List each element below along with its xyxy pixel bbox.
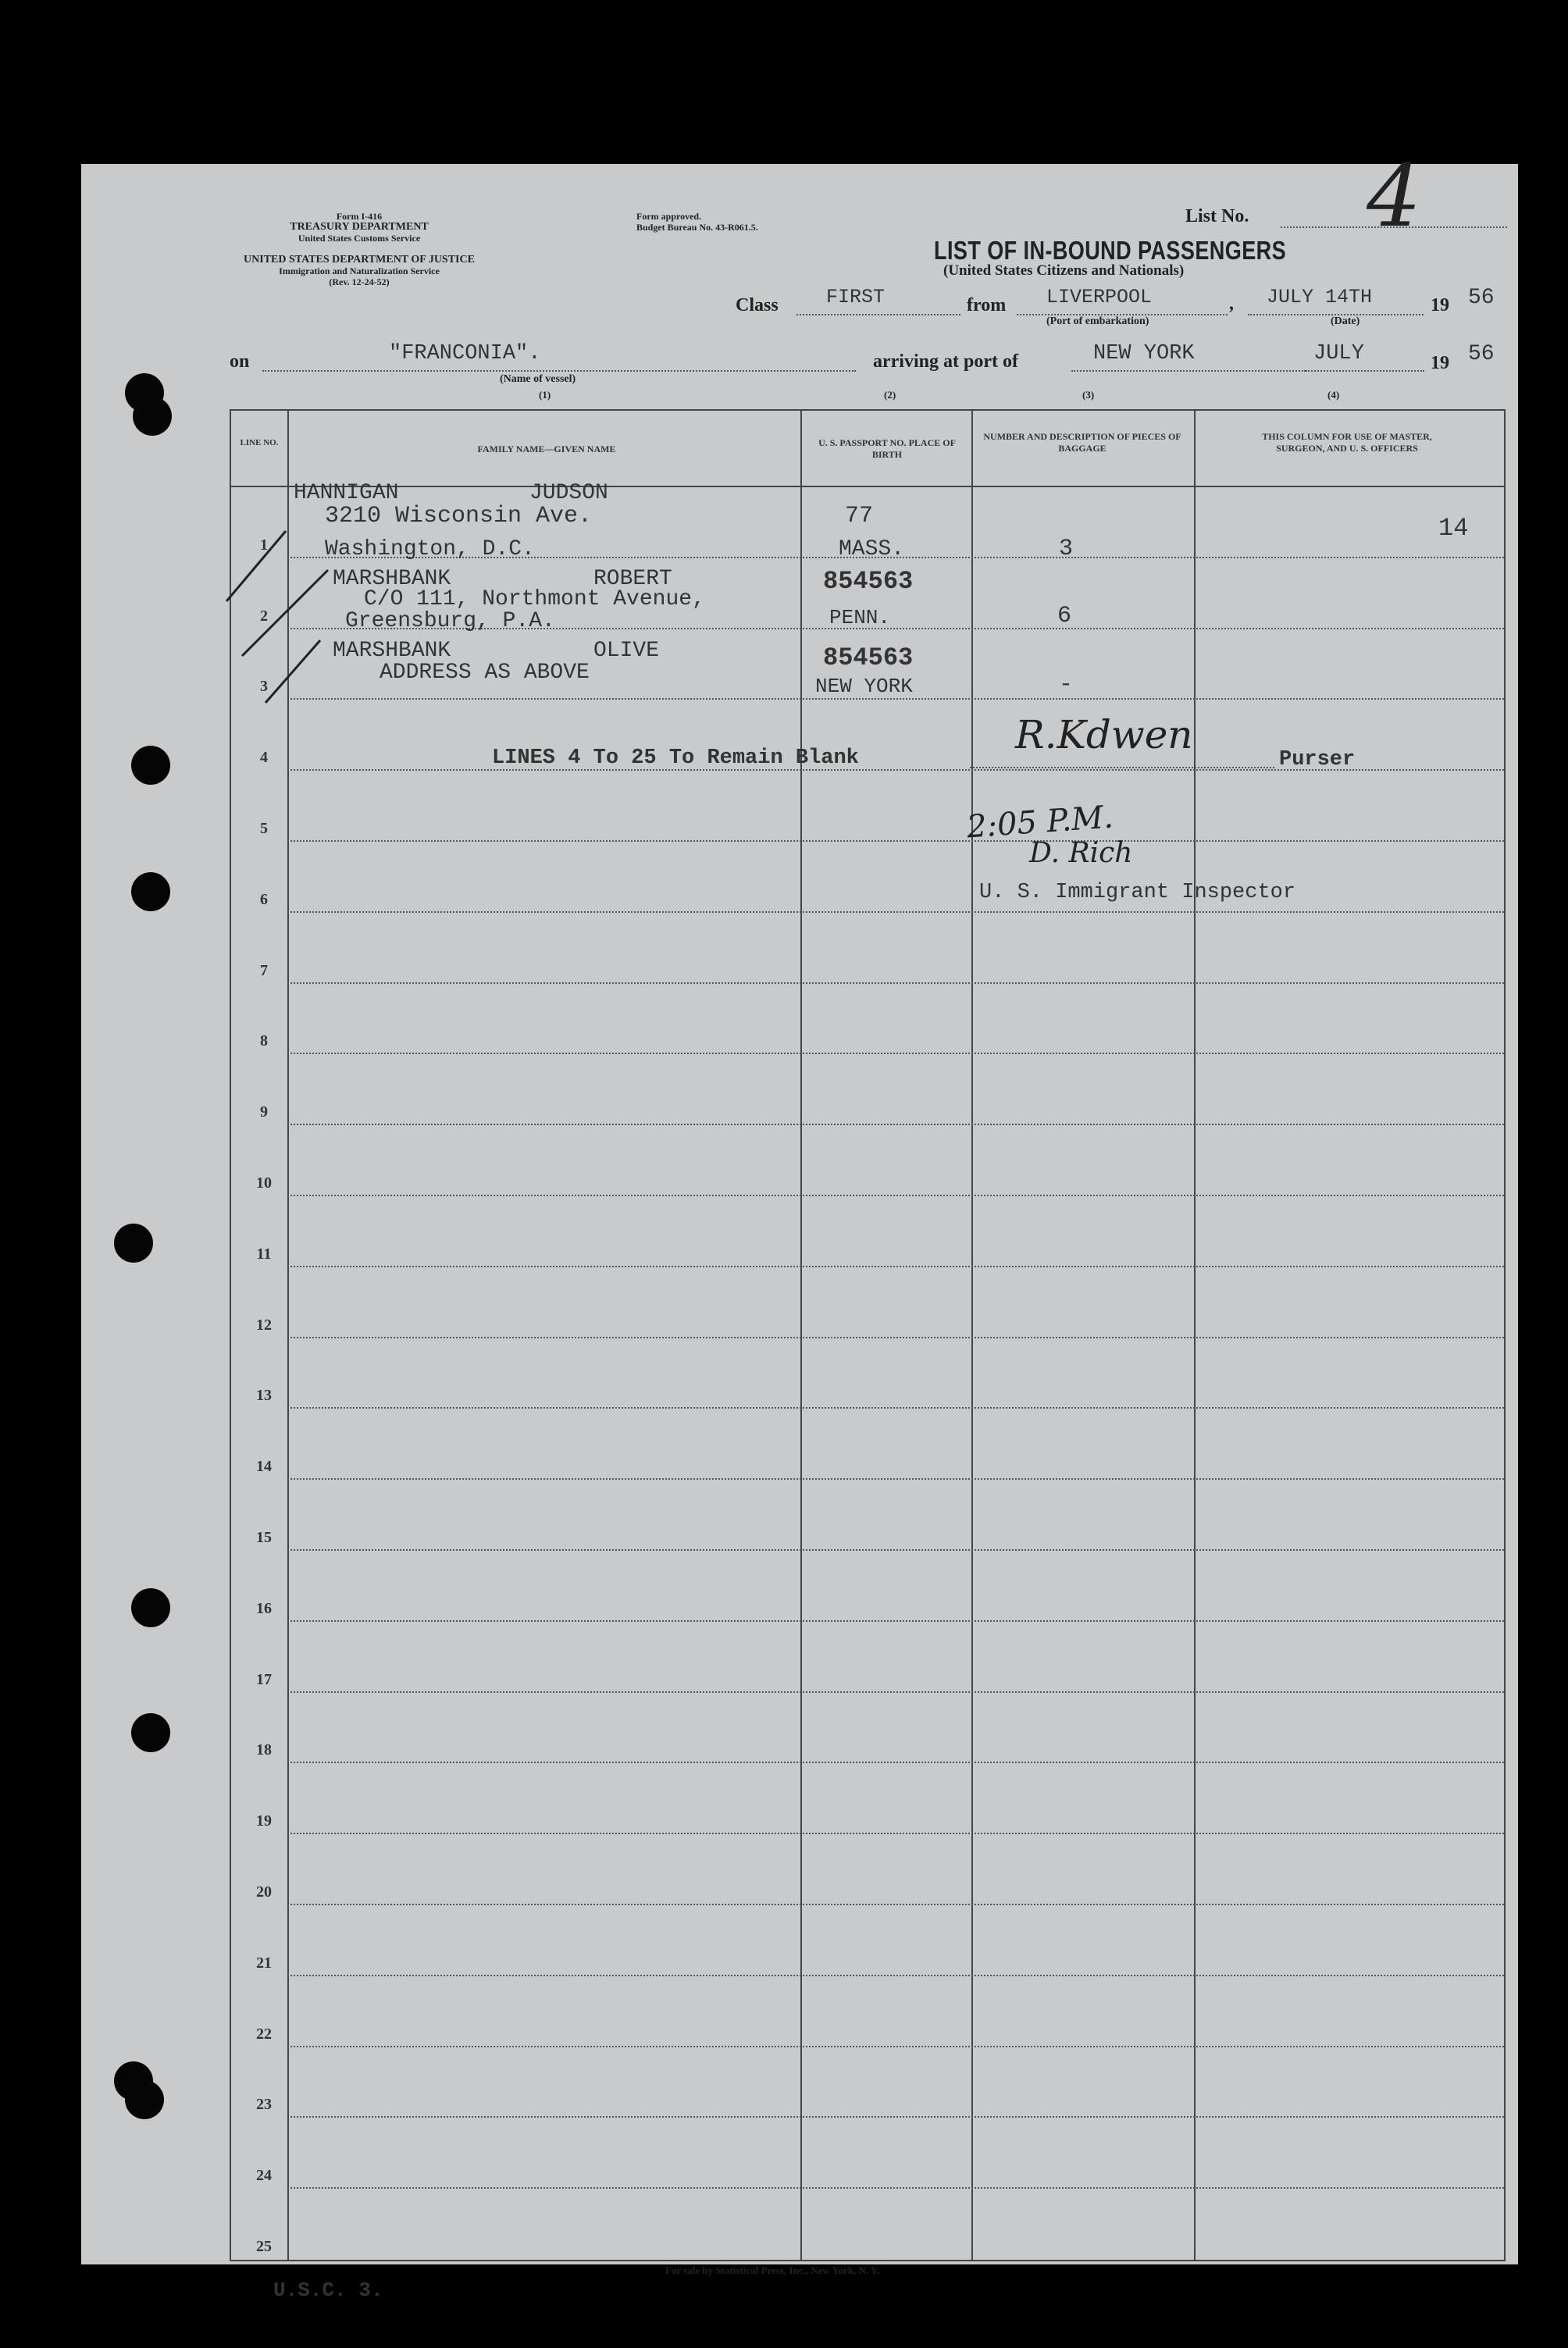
arrival-month-line	[1306, 370, 1424, 372]
blank-lines-note: LINES 4 To 25 To Remain Blank	[492, 746, 859, 770]
row-divider	[287, 1691, 1504, 1693]
line-number: 6	[260, 890, 268, 908]
header-passport: U. S. PASSPORT NO. PLACE OF BIRTH	[818, 437, 956, 460]
entry-1-address2: Washington, D.C.	[325, 537, 535, 561]
check-marks	[211, 515, 336, 718]
punch-hole	[131, 1588, 170, 1627]
entry-1-baggage: 3	[1059, 536, 1074, 562]
line-number: 11	[256, 1245, 272, 1263]
entry-2-passport: 854563	[823, 567, 914, 596]
entry-3-birth: NEW YORK	[815, 675, 913, 698]
line-number: 25	[256, 2238, 272, 2255]
row-divider	[287, 1975, 1504, 1976]
comma: ,	[1229, 294, 1234, 314]
line-number: 19	[256, 1812, 272, 1830]
row-divider	[287, 1407, 1504, 1409]
entry-3-passport: 854563	[823, 643, 914, 672]
row-divider	[287, 982, 1504, 984]
entry-3-address1: ADDRESS AS ABOVE	[380, 661, 590, 685]
vessel-caption: (Name of vessel)	[500, 373, 576, 385]
entry-3-given: OLIVE	[593, 639, 660, 663]
line-number: 20	[256, 1883, 272, 1901]
line-number: 10	[256, 1174, 272, 1192]
purser-dots	[970, 767, 1274, 768]
table-bottom-border	[230, 2260, 1506, 2261]
punch-hole	[133, 397, 172, 436]
arrival-port: NEW YORK	[1093, 342, 1195, 365]
class-value: FIRST	[826, 286, 886, 308]
entry-1-birth: MASS.	[839, 537, 905, 561]
year-value: 56	[1468, 286, 1495, 310]
row-divider	[287, 1620, 1504, 1622]
header-name: FAMILY NAME—GIVEN NAME	[477, 444, 616, 454]
line-number: 5	[260, 820, 268, 837]
line-number: 12	[256, 1316, 272, 1334]
entry-2-family: MARSHBANK	[333, 567, 451, 591]
date-caption: (Date)	[1331, 315, 1360, 327]
header-line-no: LINE NO.	[240, 438, 279, 447]
approval-block	[636, 211, 758, 233]
row-divider	[287, 698, 1504, 700]
port-caption: (Port of embarkation)	[1046, 315, 1149, 327]
form-approved: Form approved.	[636, 211, 702, 222]
inspector-time: 2:05 P.M.	[965, 799, 1115, 846]
line-number: 14	[256, 1458, 272, 1476]
row-divider	[287, 2187, 1504, 2189]
row-divider	[287, 2046, 1504, 2047]
ins-name: Immigration and Naturalization Service	[279, 265, 440, 276]
row-divider	[287, 1833, 1504, 1834]
entry-2-baggage: 6	[1057, 603, 1072, 629]
entry-3-family: MARSHBANK	[333, 639, 451, 663]
table-top-border	[230, 409, 1506, 411]
row-divider	[287, 2116, 1504, 2118]
inspector-label: U. S. Immigrant Inspector	[979, 881, 1296, 904]
row-divider	[287, 1549, 1504, 1551]
col-2-ref: (2)	[884, 389, 896, 401]
row-divider	[287, 840, 1504, 842]
row-divider	[287, 1124, 1504, 1125]
col-1-ref: (1)	[539, 389, 551, 401]
line-number: 9	[260, 1103, 268, 1121]
header-baggage: NUMBER AND DESCRIPTION OF PIECES OF BAGGAGE	[983, 431, 1181, 454]
form-title: LIST OF IN-BOUND PASSENGERS	[934, 236, 1287, 265]
usc-number: U.S.C. 3.	[273, 2279, 383, 2302]
purser-signature: R.Kdwen	[1015, 712, 1193, 757]
row-divider	[287, 1266, 1504, 1267]
treasury-dept: TREASURY DEPARTMENT	[290, 221, 429, 233]
entry-1-given: JUDSON	[529, 481, 608, 505]
punch-hole	[114, 1224, 153, 1263]
entry-2-address2: Greensburg, P.A.	[345, 609, 555, 633]
line-number: 2	[260, 607, 268, 625]
entry-2-address1: C/O 111, Northmont Avenue,	[364, 587, 705, 611]
line-number: 4	[260, 749, 268, 767]
class-label: Class	[736, 295, 779, 315]
form-page	[81, 164, 1518, 2264]
line-number: 3	[260, 678, 268, 696]
row-divider	[287, 1478, 1504, 1480]
entry-2-birth: PENN.	[829, 606, 891, 629]
entry-1-family: HANNIGAN	[294, 481, 399, 505]
form-subtitle: (United States Citizens and Nationals)	[943, 262, 1185, 279]
entry-1-officer-note: 14	[1438, 514, 1469, 543]
line-number: 15	[256, 1529, 272, 1546]
col-border-baggage	[1194, 409, 1196, 2261]
form-agency-block	[234, 211, 484, 244]
inspector-signature: D. Rich	[1029, 837, 1133, 869]
line-number: 23	[256, 2096, 272, 2114]
justice-dept: UNITED STATES DEPARTMENT OF JUSTICE	[244, 254, 475, 265]
arriving-label: arriving at port of	[873, 351, 1018, 372]
entry-3-baggage: -	[1059, 672, 1074, 698]
embark-date: JULY 14TH	[1267, 286, 1373, 308]
line-number: 17	[256, 1670, 272, 1688]
form-number: Form I-416	[336, 211, 383, 222]
punch-hole	[131, 872, 170, 911]
from-label: from	[967, 295, 1007, 315]
line-number: 1	[260, 536, 268, 554]
entry-2-given: ROBERT	[593, 567, 672, 591]
purser-label: Purser	[1279, 748, 1356, 771]
revision: (Rev. 12-24-52)	[329, 276, 390, 287]
line-number: 21	[256, 1954, 272, 1972]
year-prefix: 19	[1431, 295, 1449, 315]
port-of-embarkation: LIVERPOOL	[1046, 286, 1153, 308]
list-no-label: List No.	[1185, 206, 1249, 226]
col-3-ref: (3)	[1082, 389, 1095, 401]
col-border-name	[800, 409, 802, 2261]
row-divider	[287, 1762, 1504, 1763]
punch-hole	[131, 1713, 170, 1752]
entry-1-passport: 77	[845, 503, 874, 529]
arrival-year: 56	[1468, 342, 1495, 366]
list-number: 4	[1367, 146, 1421, 246]
punch-hole	[125, 2080, 164, 2119]
row-divider	[287, 1053, 1504, 1054]
punch-hole	[131, 746, 170, 785]
line-number: 24	[256, 2167, 272, 2185]
vessel-name: "FRANCONIA".	[389, 342, 541, 365]
budget-bureau: Budget Bureau No. 43-R061.5.	[636, 222, 758, 233]
printer-note: For sale by Statistical Press, Inc., New York, N. Y.	[665, 2264, 880, 2276]
customs-service: United States Customs Service	[298, 233, 421, 244]
arrival-month: JULY	[1313, 342, 1364, 365]
col-4-ref: (4)	[1327, 389, 1340, 401]
header-officers: THIS COLUMN FOR USE OF MASTER, SURGEON, AND U. S. OFFICERS	[1262, 431, 1432, 454]
line-number: 8	[260, 1032, 268, 1050]
table-header-border	[230, 486, 1506, 487]
line-number: 7	[260, 961, 268, 979]
col-border-right	[1504, 409, 1506, 2261]
line-number: 18	[256, 1741, 272, 1759]
arrival-port-line	[1071, 370, 1306, 372]
on-label: on	[230, 351, 250, 372]
row-divider	[287, 1337, 1504, 1338]
row-divider	[287, 1195, 1504, 1196]
line-number: 22	[256, 2025, 272, 2043]
line-number: 13	[256, 1387, 272, 1405]
class-line	[796, 314, 960, 315]
vessel-line	[262, 370, 856, 372]
line-number: 16	[256, 1599, 272, 1617]
row-divider	[287, 1904, 1504, 1905]
justice-block	[234, 255, 484, 287]
entry-1-address1: 3210 Wisconsin Ave.	[325, 503, 593, 529]
arrival-year-prefix: 19	[1431, 353, 1449, 373]
row-divider	[287, 911, 1504, 913]
col-border-passport	[971, 409, 973, 2261]
